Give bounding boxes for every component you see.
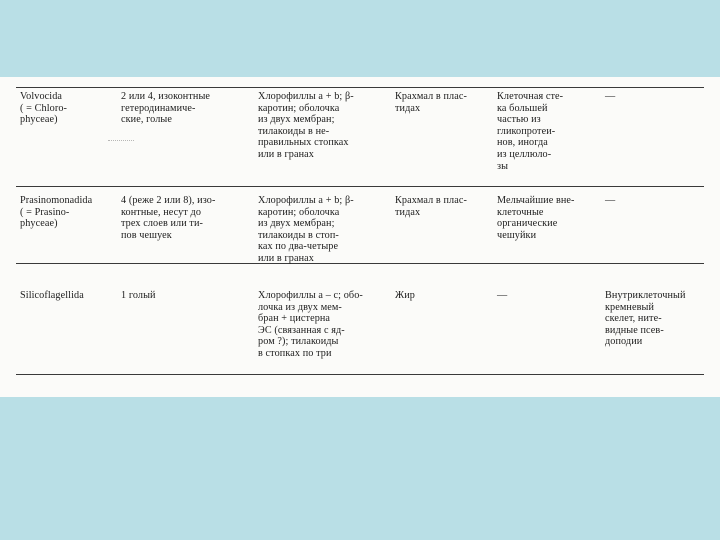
covering-cell: — [497, 290, 508, 301]
flagella-cell: 4 (реже 2 или 8), изо- контные, несут до трех слоев или ти- пов чешуек [121, 195, 216, 241]
taxon-cell: Prasinomonadida ( = Prasino- phyceae) [20, 195, 93, 230]
covering-cell: Мельчайшие вне- клеточные органические чешуйки [497, 195, 575, 241]
table-bottom-rule [16, 374, 704, 375]
skeleton-cell: Внутриклеточный кремневый скелет, ните- видные псев- доподии [605, 290, 686, 348]
taxon-cell: Silicoflagellida [20, 290, 84, 301]
storage-cell: Крахмал в плас- тидах [395, 91, 467, 114]
pigments-cell: Хлорофиллы a – c; обо- лочка из двух мем- бран + цистерна ЭС (связанная с яд- ром ?); тилакоиды в стопках по три [258, 290, 363, 359]
pigments-cell: Хлорофиллы a + b; β- каротин; оболочка из двух мембран; тилакоиды в не- правильных стопках или в гранах [258, 91, 354, 160]
storage-cell: Крахмал в плас- тидах [395, 195, 467, 218]
pigments-cell: Хлорофиллы a + b; β- каротин; оболочка из двух мембран; тилакоиды в стоп- ках по два-четыре или в гранах [258, 195, 354, 264]
taxon-cell: Volvocida ( = Chloro- phyceae) [20, 91, 68, 126]
flagella-cell: 2 или 4, изоконтные гетеродинамиче- ские, голые [121, 91, 211, 126]
skeleton-cell: — [605, 195, 616, 206]
scan-smudge [108, 134, 134, 141]
row-divider [16, 186, 704, 187]
skeleton-cell: — [605, 91, 616, 102]
scanned-table-page [0, 77, 720, 397]
storage-cell: Жир [395, 290, 415, 301]
covering-cell: Клеточная сте- ка большей частью из гликопротеи- нов, иногда из целлюло- зы [497, 91, 564, 172]
flagella-cell: 1 голый [121, 290, 156, 301]
table-top-rule [16, 87, 704, 88]
